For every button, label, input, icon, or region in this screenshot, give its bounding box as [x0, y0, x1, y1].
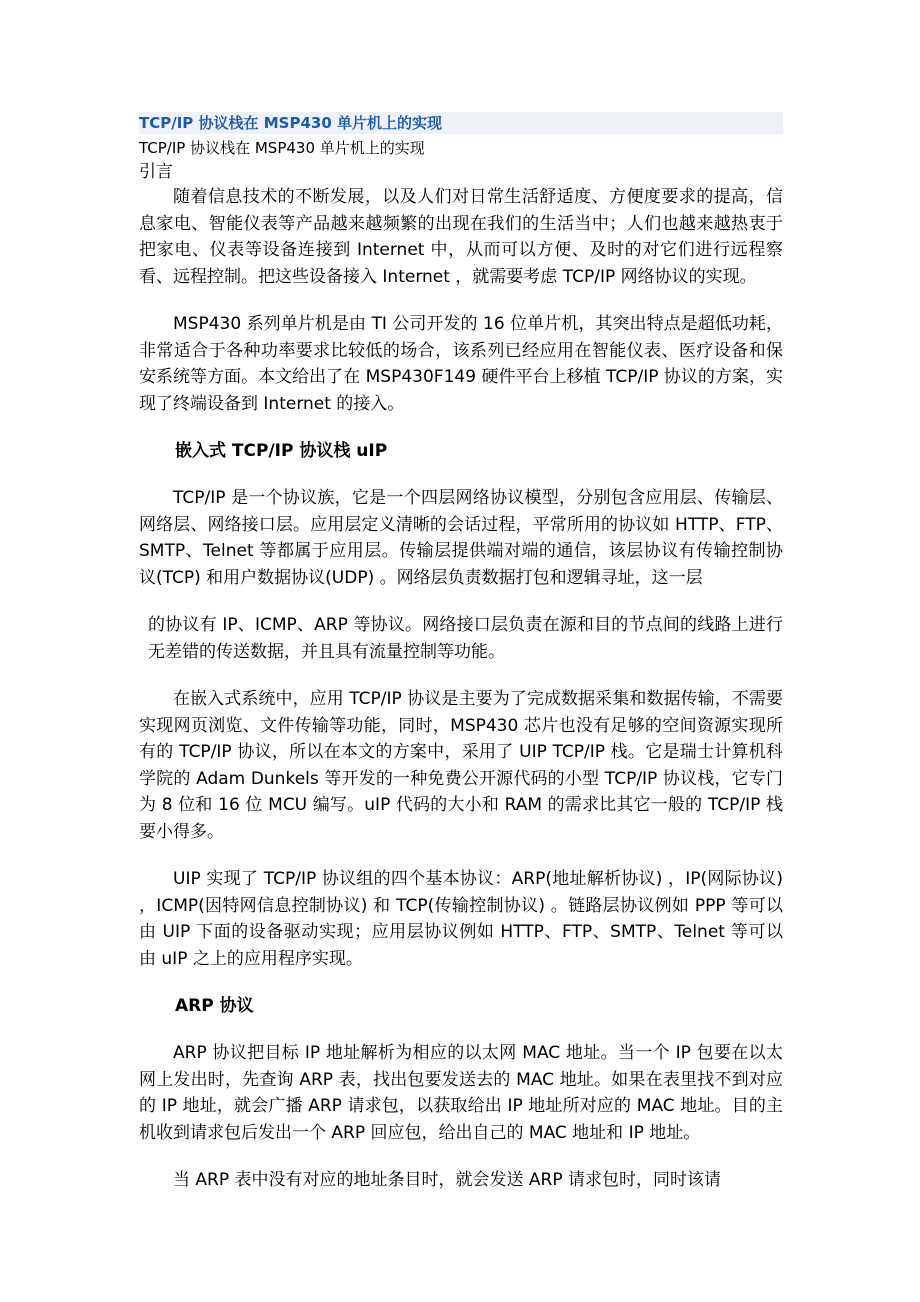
paragraph-arp-table: 当 ARP 表中没有对应的地址条目时，就会发送 ARP 请求包时，同时该请	[173, 1170, 721, 1190]
section-heading-uip: 嵌入式 TCP/IP 协议栈 uIP	[175, 441, 388, 461]
paragraph-embedded: 在嵌入式系统中，应用 TCP/IP 协议是主要为了完成数据采集和数据传输，不需要实现网页浏览、文件传输等功能，同时，MSP430 芯片也没有足够的空间资源实现所有的 TCP/IP 协议，所以在本文的方案中，采用了 UIP TCP/IP 栈。它是瑞士计算机科学院的 Adam Dunkels 等开发的一种免费公开源代码的小型 TCP/IP 协议栈，它专门为 8 位和 16 位 MCU 编写。uIP 代码的大小和 RAM 的需求比其它一般的 TCP/IP 栈要小得多。	[139, 689, 783, 842]
section-heading-arp: ARP 协议	[175, 996, 254, 1016]
paragraph-tcpip: TCP/IP 是一个协议族，它是一个四层网络协议模型，分别包含应用层、传输层、网络层、网络接口层。应用层定义清晰的会话过程，平常所用的协议如 HTTP、FTP、SMTP、Telnet 等都属于应用层。传输层提供端对端的通信，该层协议有传输控制协议(TCP) 和用户数据协议(UDP) 。网络层负责数据打包和逻辑寻址，这一层	[139, 488, 783, 588]
paragraph-tcpip-continued: 的协议有 IP、ICMP、ARP 等协议。网络接口层负责在源和目的节点间的线路上进行无差错的传送数据，并且具有流量控制等功能。	[148, 615, 783, 662]
paragraph-uip-protocols: UIP 实现了 TCP/IP 协议组的四个基本协议：ARP(地址解析协议) ，IP(网际协议) ，ICMP(因特网信息控制协议) 和 TCP(传输控制协议) 。链路层协议例如 PPP 等可以由 UIP 下面的设备驱动实现；应用层协议例如 HTTP、FTP、SMTP、Telnet 等可以由 uIP 之上的应用程序实现。	[139, 869, 783, 969]
paragraph-intro: 随着信息技术的不断发展，以及人们对日常生活舒适度、方便度要求的提高，信息家电、智能仪表等产品越来越频繁的出现在我们的生活当中；人们也越来越热衷于把家电、仪表等设备连接到 Internet 中，从而可以方便、及时的对它们进行远程察看、远程控制。把这些设备接入 Internet ，就需要考虑 TCP/IP 网络协议的实现。	[139, 187, 783, 287]
document-subtitle: TCP/IP 协议栈在 MSP430 单片机上的实现	[139, 139, 425, 157]
document-title: TCP/IP 协议栈在 MSP430 单片机上的实现	[139, 112, 783, 134]
document-page	[139, 112, 783, 1194]
paragraph-arp: ARP 协议把目标 IP 地址解析为相应的以太网 MAC 地址。当一个 IP 包要在以太网上发出时，先查询 ARP 表，找出包要发送去的 MAC 地址。如果在表里找不到对应的 IP 地址，就会广播 ARP 请求包，以获取给出 IP 地址所对应的 MAC 地址。目的主机收到请求包后发出一个 ARP 回应包，给出自己的 MAC 地址和 IP 地址。	[139, 1043, 783, 1143]
intro-heading: 引言	[139, 162, 173, 182]
paragraph-msp430: MSP430 系列单片机是由 TI 公司开发的 16 位单片机，其突出特点是超低功耗，非常适合于各种功率要求比较低的场合，该系列已经应用在智能仪表、医疗设备和保安系统等方面。本文给出了在 MSP430F149 硬件平台上移植 TCP/IP 协议的方案，实现了终端设备到 Internet 的接入。	[139, 314, 783, 414]
